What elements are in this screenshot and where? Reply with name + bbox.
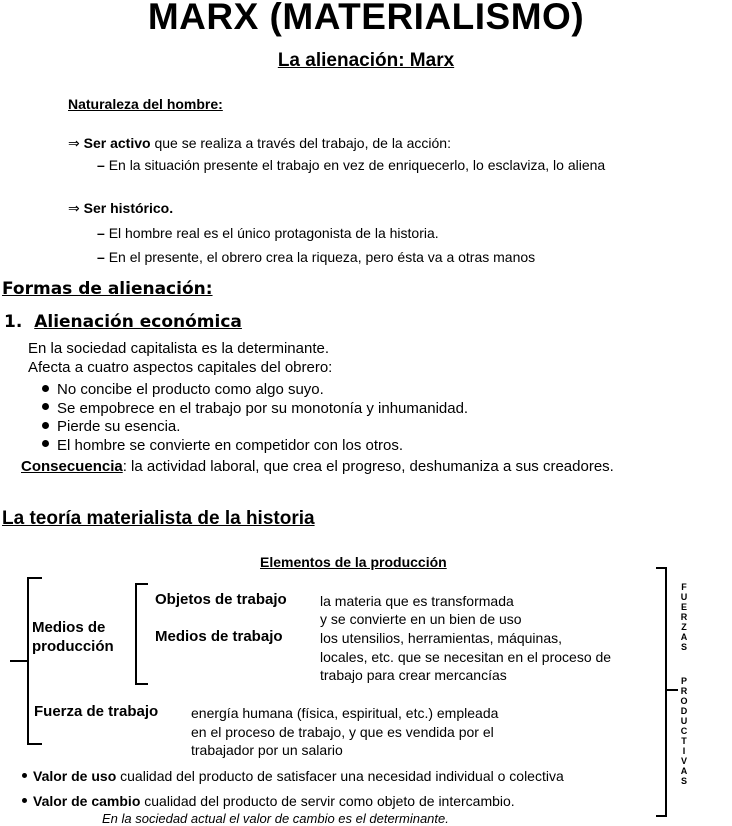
vertical-letter: U <box>680 592 688 602</box>
implies-arrow-icon: ⇒ <box>68 136 80 152</box>
bullet-icon <box>22 773 27 778</box>
vertical-letter: V <box>680 756 687 766</box>
vertical-letter: I <box>682 746 686 756</box>
vertical-letter: F <box>681 582 687 592</box>
fuerzas-letters <box>678 582 690 652</box>
dash-icon: – <box>97 249 105 265</box>
list-item-text: No concibe el producto como algo suyo. <box>57 381 324 398</box>
desc-line: en el proceso de trabajo, y que es vendida por el <box>191 723 494 740</box>
page-title: MARX (MATERIALISMO) <box>147 0 585 37</box>
vertical-letter: S <box>680 642 687 652</box>
ser-historico-label: Ser histórico. <box>83 200 174 216</box>
right-bracket <box>656 568 666 816</box>
teoria-heading: La teoría materialista de la historia <box>2 508 315 529</box>
desc-line: energía humana (física, espiritual, etc.) empleada <box>191 705 499 721</box>
desc-line: locales, etc. que se necesitan en el proceso de <box>320 648 612 665</box>
desc-line: la materia que es transformada <box>320 593 514 609</box>
elementos-heading: Elementos de la producción <box>260 554 447 570</box>
objetos-trabajo-desc <box>320 592 522 628</box>
consecuencia-label: Consecuencia <box>21 458 123 475</box>
fuerza-trabajo-desc <box>191 704 498 760</box>
valor-cambio-line <box>22 793 515 809</box>
vertical-letter: A <box>680 632 688 642</box>
dash-icon: – <box>97 225 105 241</box>
ser-activo-text: que se realiza a través del trabajo, de la acción: <box>150 135 451 151</box>
ser-historico-point-text: El hombre real es el único protagonista de la historia. <box>108 225 439 241</box>
ser-activo-label: Ser activo <box>83 135 151 151</box>
desc-line: y se convierte en un bien de uso <box>320 611 522 627</box>
list-item-text: Pierde su esencia. <box>57 418 181 435</box>
valor-cambio-text: cualidad del producto de servir como objeto de intercambio. <box>140 793 515 809</box>
objetos-trabajo-label: Objetos de trabajo <box>155 591 287 608</box>
vertical-letter: T <box>681 736 687 746</box>
productivas-letters <box>678 676 690 786</box>
vertical-letter: U <box>680 716 688 726</box>
bullet-icon <box>22 798 27 803</box>
medios-produccion-label <box>32 618 114 656</box>
medios-produccion-line: Medios de <box>32 619 106 636</box>
vertical-letter: P <box>680 676 687 686</box>
ser-activo-point-text: En la situación presente el trabajo en vez de enriquecerlo, lo esclaviza, lo aliena <box>108 157 606 173</box>
dash-icon: – <box>97 157 105 173</box>
formas-heading: Formas de alienación: <box>2 279 213 299</box>
medios-trabajo-desc <box>320 629 611 685</box>
vertical-letter: O <box>680 696 688 706</box>
alienacion-line: Afecta a cuatro aspectos capitales del obrero: <box>28 359 333 376</box>
medios-trabajo-label: Medios de trabajo <box>155 628 283 645</box>
naturaleza-heading: Naturaleza del hombre: <box>68 96 223 112</box>
vertical-letter: R <box>680 612 688 622</box>
desc-line: trabajo para crear mercancías <box>320 667 507 683</box>
medios-produccion-line: producción <box>32 638 114 655</box>
valor-uso-label: Valor de uso <box>33 768 117 784</box>
vertical-letter: C <box>680 726 688 736</box>
vertical-letter: D <box>680 706 688 716</box>
vertical-letter: A <box>680 766 688 776</box>
valor-uso-line <box>22 768 564 784</box>
vertical-letter: R <box>680 686 688 696</box>
section-number: 1. <box>4 312 23 332</box>
vertical-letter: Z <box>681 622 687 632</box>
list-item-text: Se empobrece en el trabajo por su monotonía y inhumanidad. <box>57 399 469 417</box>
fuerzas-vertical-label <box>678 582 690 652</box>
implies-arrow-icon: ⇒ <box>68 201 80 217</box>
valor-uso-text: cualidad del producto de satisfacer una necesidad individual o colectiva <box>116 768 564 784</box>
valor-cambio-label: Valor de cambio <box>33 793 141 809</box>
productivas-vertical-label <box>678 676 690 786</box>
alienacion-line: En la sociedad capitalista es la determinante. <box>28 340 330 357</box>
fuerza-trabajo-label: Fuerza de trabajo <box>34 703 159 720</box>
ser-historico-point-text: En el presente, el obrero crea la riqueza, pero ésta va a otras manos <box>108 249 536 265</box>
vertical-letter: S <box>680 776 687 786</box>
page-subtitle: La alienación: Marx <box>277 50 455 71</box>
alienacion-economica-title: Alienación económica <box>34 312 242 332</box>
footer-note: En la sociedad actual el valor de cambio es el determinante. <box>102 811 449 826</box>
desc-line: los utensilios, herramientas, máquinas, <box>320 630 563 646</box>
list-item-text: El hombre se convierte en competidor con los otros. <box>57 436 404 454</box>
desc-line: trabajador por un salario <box>191 742 343 758</box>
consecuencia-text: : la actividad laboral, que crea el progreso, deshumaniza a sus creadores. <box>122 458 614 475</box>
inner-bracket <box>136 584 148 684</box>
vertical-letter: E <box>680 602 687 612</box>
